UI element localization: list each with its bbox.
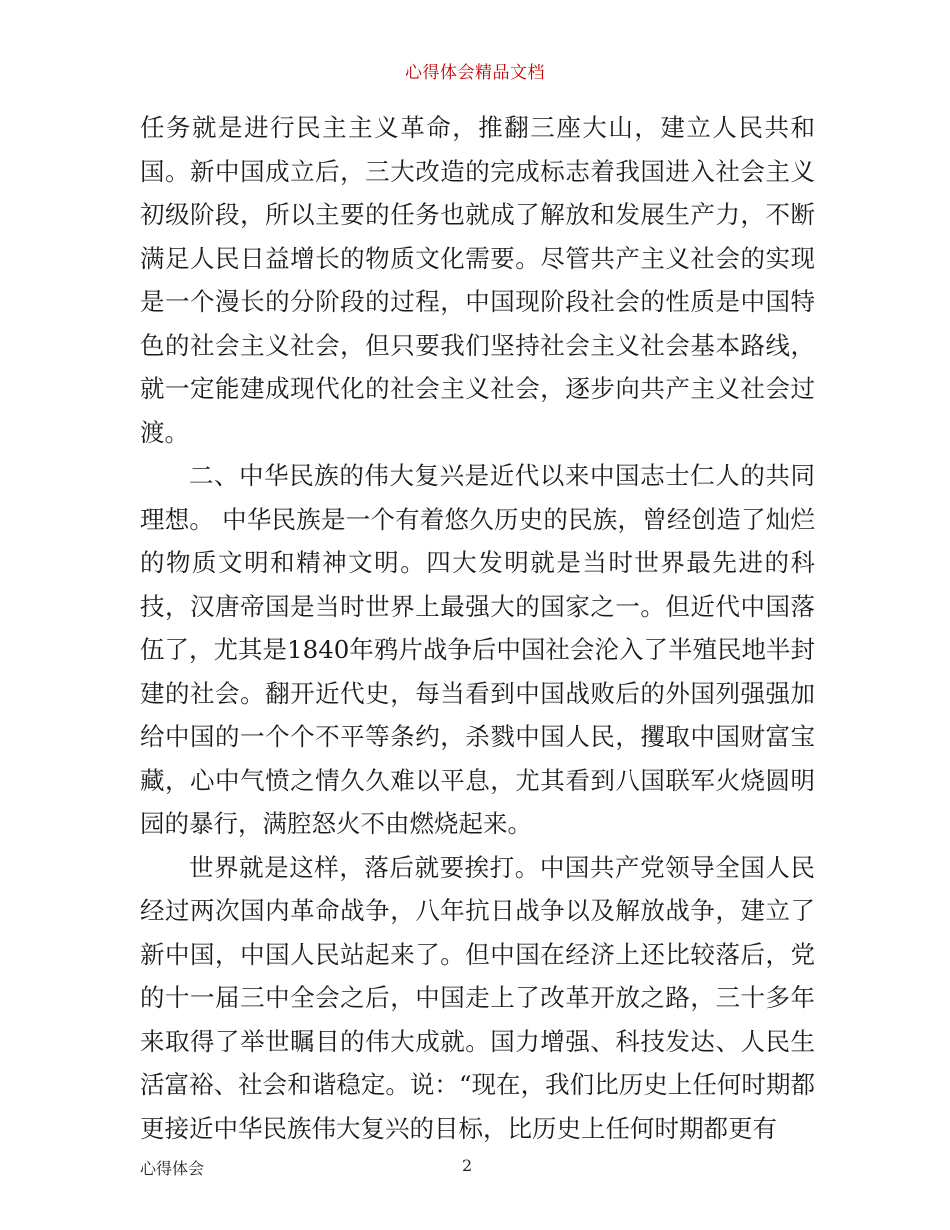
footer-label: 心得体会: [140, 1159, 205, 1178]
paragraph-section-two: 二、中华民族的伟大复兴是近代以来中国志士仁人的共同理想。 中华民族是一个有着悠久历史的民族，曾经创造了灿烂的物质文明和精神文明。四大发明就是当时世界最先进的科技，汉唐帝国是当时世界上最强大的国家之一。但近代中国落伍了，尤其是1840年鸦片战争后中国社会沦入了半殖民地半封建的社会。翻开近代史，每当看到中国战败后的外国列强强加给中国的一个个不平等条约，杀戮中国人民，攫取中国财富宝藏，心中气愤之情久久难以平息，尤其看到八国联军火烧圆明园的暴行，满腔怒火不由燃烧起来。: [140, 461, 815, 838]
page-number: 2: [462, 1156, 473, 1175]
document-header-title: 心得体会精品文档: [405, 63, 545, 83]
document-body: [140, 106, 815, 1150]
paragraph-world: 世界就是这样，落后就要挨打。中国共产党领导全国人民经过两次国内革命战争，八年抗日战争以及解放战争，建立了新中国，中国人民站起来了。但中国在经济上还比较落后，党的十一届三中全会之后，中国走上了改革开放之路，三十多年来取得了举世瞩目的伟大成就。国力增强、科技发达、人民生活富裕、社会和谐稳定。说：“现在，我们比历史上任何时期都更接近中华民族伟大复兴的目标，比历史上任何时期都更有: [140, 852, 815, 1143]
paragraph-continuation: 任务就是进行民主主义革命，推翻三座大山，建立人民共和国。新中国成立后，三大改造的完成标志着我国进入社会主义初级阶段，所以主要的任务也就成了解放和发展生产力，不断满足人民日益增长的物质文化需要。尽管共产主义社会的实现是一个漫长的分阶段的过程，中国现阶段社会的性质是中国特色的社会主义社会，但只要我们坚持社会主义社会基本路线，就一定能建成现代化的社会主义社会，逐步向共产主义社会过渡。: [140, 113, 815, 447]
